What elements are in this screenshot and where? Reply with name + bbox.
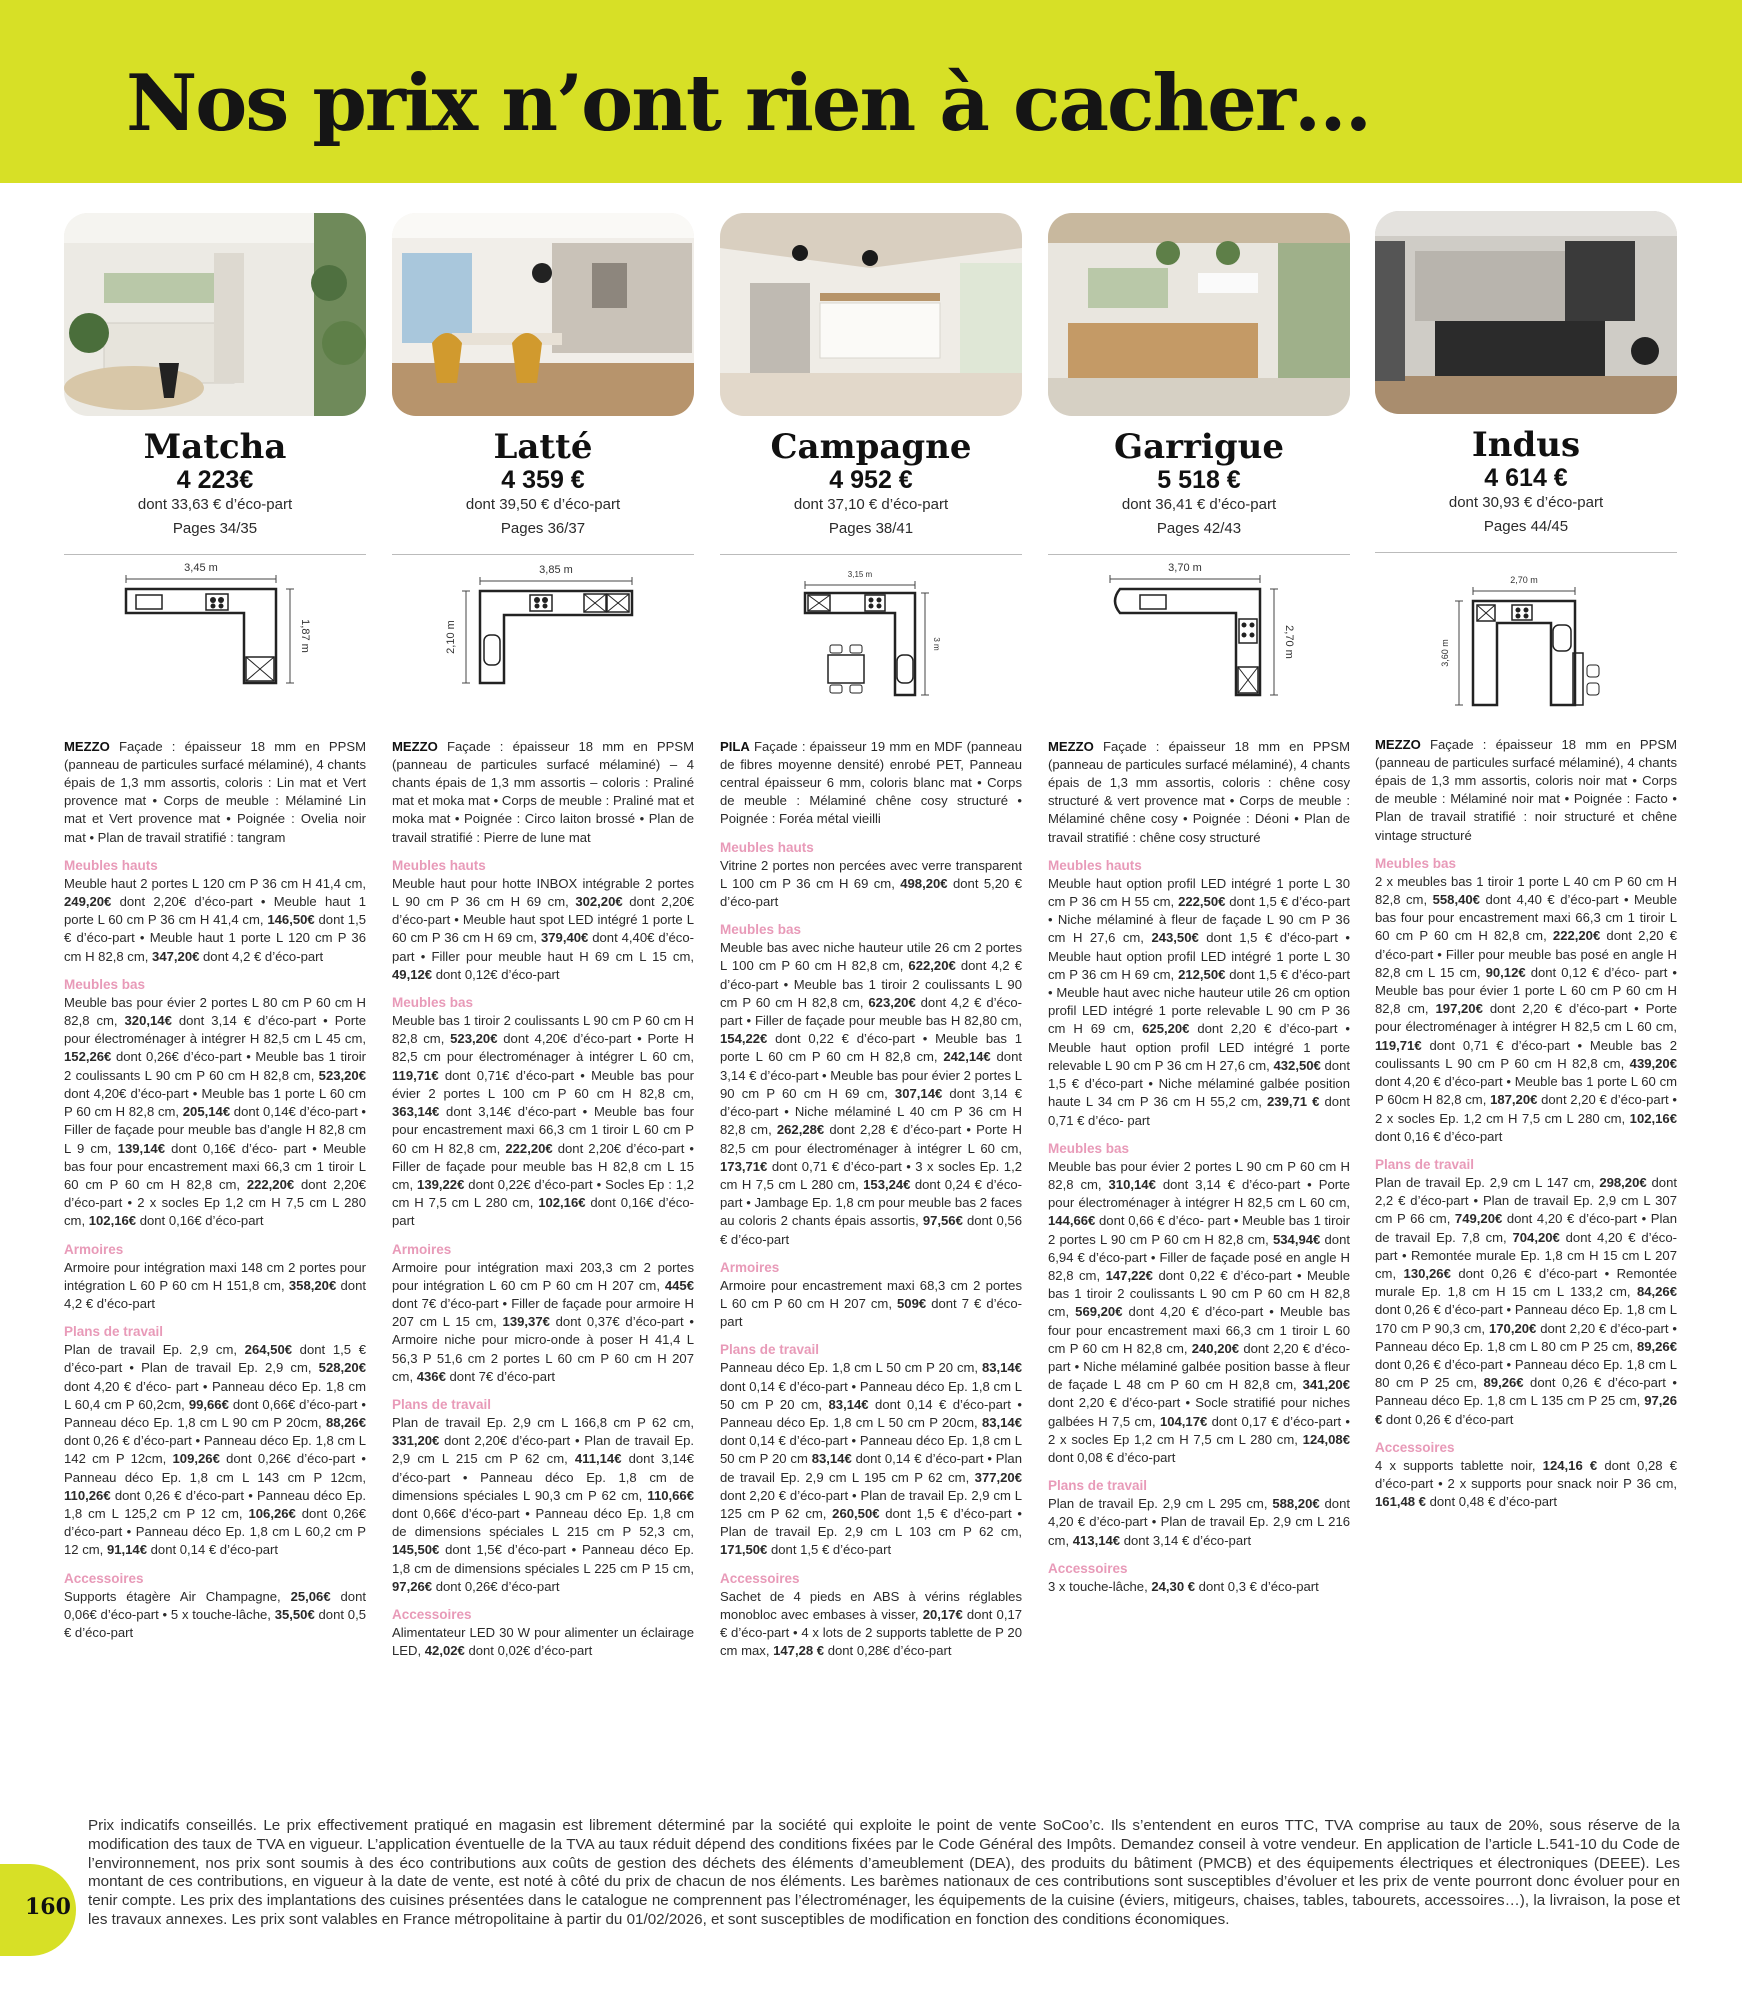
section-text: Plan de travail Ep. 2,9 cm, 264,50€ dont 1,5 € d’éco-part • Plan de travail Ep. 2,9 cm, 528,20€ dont 4,20 € d’éco- part • Panneau déco Ep. 1,8 cm L 60,4 cm P 60,2cm, 99,66€ dont 0,66€ d’éco-part • Panneau déco Ep. 1,8 cm L 90 cm P 20cm, 88,26€ dont 0,26 € d’éco-part • Panneau déco Ep. 1,8 cm L 142 cm P 12cm, 109,26€ dont 0,26€ d’éco-part • Panneau déco Ep. 1,8 cm L 143 cm P 12cm, 110,26€ dont 0,26 € d’éco-part • Panneau déco Ep. 1,8 cm L 125,2 cm P 12 cm, 106,26€ dont 0,26€ d’éco-part • Panneau déco Ep. 1,8 cm L 60,2 cm P 12 cm, 91,14€ dont 0,14 € d’éco-part (64, 1342, 367, 1558)
kitchen-photo (64, 213, 366, 416)
section-title: Accessoires (1048, 1560, 1128, 1576)
kitchen-photo (1375, 211, 1677, 414)
width-dimension: 3,15 m (847, 569, 873, 579)
section-text: Supports étagère Air Champagne, 25,06€ dont 0,06€ d’éco-part • 5 x touche-lâche, 35,50€ dont 0,5 € d’éco-part (64, 1588, 367, 1640)
kitchen-description (1048, 738, 1350, 847)
page-reference: Pages 42/43 (1156, 520, 1242, 538)
section-text: 2 x meubles bas 1 tiroir 1 porte L 40 cm P 60 cm H 82,8 cm, 558,40€ dont 4,40 € d’éco-part • Meuble bas four pour encastrement maxi 66,3 cm 1 tiroir L 60 cm P 60 cm H 82,8 cm, 222,20€ dont 2,20 € d’éco-part • Filler pour meuble bas posé en angle H 82,8 cm L 15 cm, 90,12€ dont 0,12 € d’éco- part • Meuble bas pour évier 1 porte L 60 cm P 60 cm H 82,8 cm, 197,20€ dont 2,20 € d’éco-part • Porte pour électroménager à intégrer H 82,5 cm L 60 cm, 119,71€ dont 0,71 € d’éco-part • Meuble bas 2 coulissants L 90 cm P 60 cm H 82,8 cm, 439,20€ dont 4,20 € d’éco-part • Meuble bas 1 porte L 60 cm P 60cm H 82,8 cm, 187,20€ dont 2,20 € d’éco-part • 2 x socles Ep. 1,2 cm H 7,5 cm L 280 cm, 102,16€ dont 0,16 € d’éco-part (1375, 873, 1678, 1144)
section-title: Plans de travail (392, 1396, 492, 1412)
description-text: Façade : épaisseur 19 mm en MDF (panneau de fibres moyenne densité) enrobé PET, Panneau central épaisseur 6 mm, coloris blanc mat • Corps de meuble : Mélaminé chêne cosy structuré • Poignée : Foréa métal vieilli (720, 738, 1022, 827)
section-title: Meubles bas (1375, 855, 1457, 871)
page-reference: Pages 38/41 (828, 520, 914, 538)
section-title: Armoires (64, 1241, 124, 1257)
depth-dimension: 1,87 m (299, 618, 311, 653)
description-text: Façade : épaisseur 18 mm en PPSM (panneau de particules surfacé mélaminé) – 4 chants épais de 1,3 mm assortis – coloris : Praliné mat et moka mat • Corps de meuble : Praliné mat et moka mat • Poignée : Circo laiton brossé • Plan de travail stratifié : Pierre de lune mat (392, 738, 695, 845)
section-title: Plans de travail (720, 1342, 820, 1358)
header-banner (0, 0, 1742, 183)
description-text: Façade : épaisseur 18 mm en PPSM (panneau de particules surfacé mélaminé), 4 chants épais de 1,3 mm assortis, coloris noir mat • Corps de meuble : Mélaminé noir mat • Poignée : Facto • Plan de travail stratifié : noir structuré et chêne vintage structuré (1375, 736, 1678, 843)
kitchen-price: 4 614 € (1484, 464, 1568, 493)
section-text: Meuble bas pour évier 2 portes L 80 cm P 60 cm H 82,8 cm, 320,14€ dont 3,14 € d’éco-part • Porte pour électroménager à intégrer H 82,5 cm L 45 cm, 152,26€ dont 0,26€ d’éco-part • Meuble bas 1 tiroir 2 coulissants L 90 cm P 60 cm H 82,8 cm, 523,20€ dont 4,20€ d’éco-part • Meuble bas 1 porte L 60 cm P 60 cm H 82,8 cm, 205,14€ dont 0,14€ d’éco-part • Filler de façade pour meuble bas d’angle H 82,8 cm L 9 cm, 139,14€ dont 0,16€ d’éco- part • Meuble bas four pour encastrement maxi 66,3 cm 1 tiroir L 60 cm P 60 cm H 82,8 cm, 222,20€ dont 2,20€ d’éco-part • 2 x socles Ep 1,2 cm H 7,5 cm L 280 cm, 102,16€ dont 0,16€ d’éco-part (64, 994, 367, 1229)
section-text: Meuble haut option profil LED intégré 1 porte L 30 cm P 36 cm H 55 cm, 222,50€ dont 1,5 € d’éco-part • Niche mélaminé à fleur de façade L 90 cm P 36 cm H 27,6 cm, 243,50€ dont 1,5 € d’éco-part • Meuble haut option profil LED intégré 1 porte L 30 cm P 36 cm H 69 cm, 212,50€ dont 1,5 € d’éco-part • Meuble haut avec niche hauteur utile 26 cm option profil LED intégré 1 porte relevable L 90 cm P 36 cm H 69 cm, 625,20€ dont 2,20 € d’éco-part • Meuble haut option profil LED intégré 1 porte relevable L 90 cm P 36 cm H 27,6 cm, 432,50€ dont 1,5 € d’éco-part • Niche mélaminé galbée position haute L 34 cm P 36 cm H 55,2 cm, 239,71 € dont 0,71 € d’éco- part (1048, 875, 1351, 1128)
section-title: Meubles bas (392, 995, 474, 1011)
section-text: Sachet de 4 pieds en ABS à vérins réglables monobloc avec embases à visser, 20,17€ dont 0,17 € d’éco-part • 4 x lots de 2 supports tablette de P 20 cm max, 147,28 € dont 0,28€ d’éco-part (720, 1588, 1023, 1659)
section-text: Meuble haut pour hotte INBOX intégrable 2 portes L 90 cm P 36 cm H 69 cm, 302,20€ dont 2,20€ d’éco-part • Meuble haut spot LED intégré 1 porte L 60 cm P 36 cm H 69 cm, 379,40€ dont 4,40€ d’éco-part • Filler pour meuble haut H 69 cm L 15 cm, 49,12€ dont 0,12€ d’éco-part (392, 875, 695, 982)
brand: MEZZO (1375, 736, 1421, 752)
brand: MEZZO (392, 738, 438, 754)
depth-dimension: 2,70 m (1283, 624, 1295, 659)
section-title: Plans de travail (1048, 1478, 1148, 1494)
page-reference: Pages 36/37 (500, 520, 586, 538)
kitchen-price: 5 518 € (1157, 466, 1241, 495)
kitchen-card-matcha (64, 213, 366, 1642)
kitchen-name: Latté (493, 427, 593, 467)
brand: MEZZO (64, 738, 110, 754)
kitchen-name: Indus (1471, 425, 1581, 465)
section-title: Plans de travail (64, 1324, 164, 1340)
floor-plan (392, 555, 694, 730)
floor-plan (720, 555, 1022, 730)
section-text: Alimentateur LED 30 W pour alimenter un éclairage LED, 42,02€ dont 0,02€ d’éco-part (392, 1624, 694, 1659)
kitchen-name: Matcha (143, 427, 287, 467)
eco-part: dont 36,41 € d’éco-part (1121, 496, 1277, 514)
description-text: Façade : épaisseur 18 mm en PPSM (panneau de particules surfacé mélaminé), 4 chants épais de 1,3 mm assortis, coloris : Lin mat et Vert provence mat • Corps de meuble : Mélaminé Lin mat et Vert provence mat • Poignée : Ovelia noir mat • Plan de travail stratifié : tangram (64, 738, 367, 845)
kitchen-card-garrigue (1048, 213, 1350, 1596)
kitchen-description (392, 738, 694, 847)
kitchen-photo (1048, 213, 1350, 416)
section-text: 3 x touche-lâche, 24,30 € dont 0,3 € d’éco-part (1048, 1578, 1319, 1594)
section-title: Accessoires (720, 1570, 800, 1586)
section-text: Plan de travail Ep. 2,9 cm L 166,8 cm P 62 cm, 331,20€ dont 2,20€ d’éco-part • Plan de travail Ep. 2,9 cm L 215 cm P 62 cm, 411,14€ dont 3,14€ d’éco-part • Panneau déco Ep. 1,8 cm de dimensions spéciales L 90,3 cm P 62 cm, 110,66€ dont 0,66€ d’éco-part • Panneau déco Ep. 1,8 cm de dimensions spéciales L 215 cm P 52,3 cm, 145,50€ dont 1,5€ d’éco-part • Panneau déco Ep. 1,8 cm de dimensions spéciales L 225 cm P 15 cm, 97,26€ dont 0,26€ d’éco-part (392, 1414, 695, 1594)
section-title: Meubles hauts (1048, 857, 1142, 873)
section-title: Meubles bas (1048, 1140, 1130, 1156)
section-title: Meubles hauts (64, 857, 158, 873)
legal-notice: Prix indicatifs conseillés. Le prix effectivement pratiqué en magasin est librement déterminé par la société qui exploite le point de vente SoCoo’c. Ils s’entendent en euros TTC, TVA comprise au taux de 20%, sous réserve de la modification des taux de TVA en vigueur. L’application éventuelle de la TVA au taux réduit dépend des conditions fixées par le Code Général des Impôts. Demandez conseil à votre vendeur. En application de l’article L.541-10 du Code de l’environnement, nos prix sont soumis à des éco contributions aux coûts de gestion des déchets des éléments d’ameublement (DEA), des produits du bâtiment (PMCB) et des équipements électriques et électroniques (DEEE). Les montant de ces contributions, en vigueur à la date de vente, est noté à côté du prix de chacun de nos éléments. Les barèmes nationaux de ces contributions sont susceptibles d’évoluer et les prix de vente pourront donc évoluer pour en tenir compte. Les prix des implantations des cuisines présentées dans le catalogue ne comprennent pas l’électroménager, les équipements de la cuisine (éviers, mitigeurs, chaises, tables, tabourets, accessoires…), la livraison, la pose et les travaux annexes. Les prix sont valables en France métropolitaine à partir du 01/02/2026, et sont susceptibles de modification en fonction des conditions économiques. (88, 1817, 1680, 1928)
section-text: 4 x supports tablette noir, 124,16 € dont 0,28 € d’éco-part • 2 x supports pour snack noir P 36 cm, 161,48 € dont 0,48 € d’éco-part (1375, 1457, 1677, 1510)
floor-plan (64, 555, 366, 730)
page-reference: Pages 34/35 (172, 520, 258, 538)
kitchen-card-latte (392, 213, 694, 1660)
kitchen-description (64, 738, 366, 847)
width-dimension: 3,45 m (184, 561, 218, 574)
section-title: Meubles hauts (720, 839, 814, 855)
description-text: Façade : épaisseur 18 mm en PPSM (panneau de particules surfacé mélaminé), 4 chants épais de 1,3 mm assortis, coloris : chêne cosy structuré & vert provence mat • Corps de meuble : Mélaminé chêne cosy • Poignée : Déoni • Plan de travail stratifié : chêne cosy structuré (1048, 738, 1351, 845)
kitchen-name: Garrigue (1114, 427, 1284, 467)
width-dimension: 3,70 m (1168, 561, 1202, 574)
section-text: Armoire pour encastrement maxi 68,3 cm 2 portes L 60 cm P 60 cm H 207 cm, 509€ dont 7 € d’éco-part (720, 1277, 1022, 1330)
section-text: Meuble haut 2 portes L 120 cm P 36 cm H 41,4 cm, 249,20€ dont 2,20€ d’éco-part • Meuble haut 1 porte L 60 cm P 36 cm H 41,4 cm, 146,50€ dont 1,5 € d’éco-part • Meuble haut 1 porte L 120 cm P 36 cm H 82,8 cm, 347,20€ dont 4,2 € d’éco-part (64, 875, 366, 964)
floor-plan (1048, 555, 1350, 730)
section-text: Vitrine 2 portes non percées avec verre transparent L 100 cm P 36 cm H 69 cm, 498,20€ dont 5,20 € d’éco-part (720, 857, 1022, 910)
section-text: Meuble bas pour évier 2 portes L 90 cm P 60 cm H 82,8 cm, 310,14€ dont 3,14 € d’éco-part • Porte pour électroménager à intégrer H 82,5 cm L 60 cm, 144,66€ dont 0,66 € d’éco- part • Meuble bas 1 tiroir 2 portes L 90 cm P 60 cm H 82,8 cm, 534,94€ dont 6,94 € d’éco-part • Filler de façade posé en angle H 82,8 cm, 147,22€ dont 0,22 € d’éco-part • Meuble bas 1 tiroir 2 coulissants L 90 cm P 60 cm H 82,8 cm, 569,20€ dont 4,20 € d’éco-part • Meuble bas four pour encastrement maxi 66,3 cm 1 tiroir L 60 cm P 60 cm H 82,8 cm, 240,20€ dont 2,20 € d’éco-part • Niche mélaminé galbée position basse à fleur de façade L 48 cm P 60 cm H 82,8 cm, 341,20€ dont 2,20 € d’éco-part • Socle stratifié pour niches galbées H 7,5 cm, 104,17€ dont 0,17 € d’éco-part • 2 x socles Ep 1,2 cm H 7,5 cm L 280 cm, 124,08€ dont 0,08 € d’éco-part (1048, 1158, 1351, 1465)
section-text: Armoire pour intégration maxi 148 cm 2 portes pour intégration L 60 P 60 cm H 151,8 cm, 358,20€ dont 4,2 € d’éco-part (64, 1259, 367, 1311)
section-title: Plans de travail (1375, 1156, 1475, 1172)
width-dimension: 3,85 m (539, 563, 573, 576)
section-text: Plan de travail Ep. 2,9 cm L 147 cm, 298,20€ dont 2,2 € d’éco-part • Plan de travail Ep. 2,9 cm L 307 cm P 66 cm, 749,20€ dont 4,20 € d’éco-part • Plan de travail Ep. 7,8 cm, 704,20€ dont 4,20 € d’éco-part • Remontée murale Ep. 1,8 cm H 15 cm L 207 cm, 130,26€ dont 0,26 € d’éco-part • Remontée murale Ep. 1,8 cm H 15 cm L 133,2 cm, 84,26€ dont 0,26 € d’éco-part • Panneau déco Ep. 1,8 cm L 170 cm P 90,3 cm, 170,20€ dont 2,20 € d’éco-part • Panneau déco Ep. 1,8 cm L 80 cm P 25 cm, 89,26€ dont 0,26 € d’éco-part • Panneau déco Ep. 1,8 cm L 80 cm P 25 cm, 89,26€ dont 0,26 € d’éco-part • Panneau déco Ep. 1,8 cm L 135 cm P 25 cm, 97,26 € dont 0,26 € d’éco-part (1375, 1174, 1678, 1427)
page-reference: Pages 44/45 (1483, 518, 1569, 536)
section-title: Accessoires (1375, 1439, 1455, 1455)
section-text: Plan de travail Ep. 2,9 cm L 295 cm, 588,20€ dont 4,20 € d’éco-part • Plan de travail Ep. 2,9 cm L 216 cm, 413,14€ dont 3,14 € d’éco-part (1048, 1496, 1351, 1548)
eco-part: dont 30,93 € d’éco-part (1448, 494, 1604, 512)
section-title: Armoires (392, 1241, 452, 1257)
page-title: Nos prix n’ont rien à cacher… (126, 58, 1370, 149)
section-title: Accessoires (392, 1606, 472, 1622)
floor-plan (1375, 553, 1677, 728)
brand: MEZZO (1048, 738, 1094, 754)
kitchen-price: 4 359 € (501, 466, 585, 495)
section-title: Meubles bas (64, 976, 146, 992)
kitchen-card-indus (1375, 211, 1677, 1511)
section-title: Meubles hauts (392, 857, 486, 873)
section-title: Meubles bas (720, 922, 802, 938)
depth-dimension: 3,60 m (1440, 638, 1450, 667)
depth-dimension: 2,10 m (445, 619, 457, 654)
kitchen-price: 4 952 € (829, 466, 913, 495)
kitchen-description (1375, 736, 1677, 845)
brand: PILA (720, 738, 750, 754)
kitchen-photo (392, 213, 694, 416)
depth-dimension: 3 m (932, 636, 941, 651)
eco-part: dont 37,10 € d’éco-part (793, 496, 949, 514)
page-number-tab (0, 1864, 76, 1956)
kitchen-description (720, 738, 1022, 829)
kitchen-name: Campagne (770, 427, 972, 467)
eco-part: dont 39,50 € d’éco-part (465, 496, 621, 514)
section-text: Panneau déco Ep. 1,8 cm L 50 cm P 20 cm, 83,14€ dont 0,14 € d’éco-part • Panneau déco Ep. 1,8 cm L 50 cm P 20 cm, 83,14€ dont 0,14 € d’éco-part • Panneau déco Ep. 1,8 cm L 50 cm P 20cm, 83,14€ dont 0,14 € d’éco-part • Panneau déco Ep. 1,8 cm L 50 cm P 20 cm 83,14€ dont 0,14 € d’éco-part • Plan de travail Ep. 2,9 cm L 195 cm P 62 cm, 377,20€ dont 2,20 € d’éco-part • Plan de travail Ep. 2,9 cm L 125 cm P 62 cm, 260,50€ dont 1,5 € d’éco-part • Plan de travail Ep. 2,9 cm L 103 cm P 62 cm, 171,50€ dont 1,5 € d’éco-part (720, 1360, 1023, 1558)
width-dimension: 2,70 m (1510, 574, 1538, 585)
section-title: Accessoires (64, 1570, 144, 1586)
section-text: Armoire pour intégration maxi 203,3 cm 2 portes pour intégration L 60 cm P 60 cm H 207 cm, 445€ dont 7€ d’éco-part • Filler de façade pour armoire H 207 cm L 15 cm, 139,37€ dont 0,37€ d’éco-part • Armoire niche pour micro-onde à poser H 41,4 L 56,3 P 51,6 cm 2 portes L 60 cm P 60 cm H 207 cm, 436€ dont 7€ d’éco-part (392, 1259, 694, 1384)
kitchen-price: 4 223€ (176, 466, 254, 495)
kitchen-photo (720, 213, 1022, 416)
page-number: 160 (25, 1894, 71, 1920)
kitchen-card-campagne (720, 213, 1022, 1660)
section-title: Armoires (720, 1259, 780, 1275)
section-text: Meuble bas 1 tiroir 2 coulissants L 90 cm P 60 cm H 82,8 cm, 523,20€ dont 4,20€ d’éco-part • Porte H 82,5 cm pour électroménager à intégrer L 60 cm, 119,71€ dont 0,71€ d’éco-part • Meuble bas pour évier 2 portes L 100 cm P 60 cm H 82,8 cm, 363,14€ dont 3,14€ d’éco-part • Meuble bas four pour encastrement maxi 66,3 cm 1 tiroir L 60 cm P 60 cm H 82,8 cm, 222,20€ dont 2,20€ d’éco-part • Filler de façade pour meuble bas H 82,8 cm L 15 cm, 139,22€ dont 0,22€ d’éco-part • Socles Ep : 1,2 cm H 7,5 cm L 280 cm, 102,16€ dont 0,16€ d’éco-part (392, 1013, 695, 1229)
section-text: Meuble bas avec niche hauteur utile 26 cm 2 portes L 100 cm P 60 cm H 82,8 cm, 622,20€ dont 4,2 € d’éco-part • Meuble bas 1 tiroir 2 coulissants L 90 cm P 60 cm H 82,8 cm, 623,20€ dont 4,2 € d’éco-part • Filler de façade pour meuble bas H 82,80 cm, 154,22€ dont 0,22 € d’éco-part • Meuble bas 1 porte L 60 cm P 60 cm H 82,8 cm, 242,14€ dont 3,14 € d’éco-part • Meuble bas pour évier 2 portes L 90 cm P 60 cm H 69 cm, 307,14€ dont 3,14 € d’éco-part • Niche mélaminé L 40 cm P 36 cm H 82,8 cm, 262,28€ dont 2,28 € d’éco-part • Porte H 82,5 cm pour électroménager à intégrer L 60 cm, 173,71€ dont 0,71 € d’éco-part • 3 x socles Ep. 1,2 cm H 7,5 cm L 280 cm, 153,24€ dont 0,24 € d’éco-part • Jambage Ep. 1,8 cm pour meuble bas 2 faces au coloris 2 chants épais assortis, 97,56€ dont 0,56 € d’éco-part (720, 940, 1023, 1247)
eco-part: dont 33,63 € d’éco-part (137, 496, 293, 514)
